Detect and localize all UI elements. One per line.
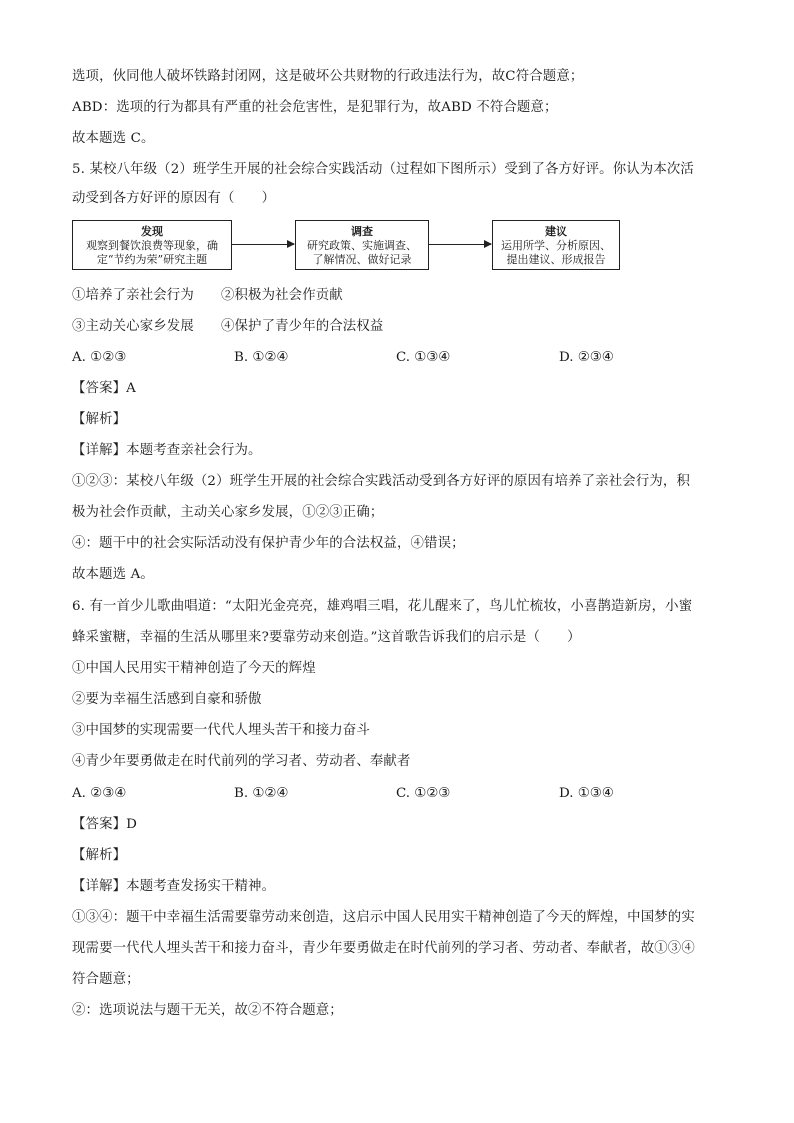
text-line: 选项，伙同他人破坏铁路封闭网，这是破坏公共财物的行政违法行为，故C符合题意； [72, 69, 584, 84]
flow-box-title: 建议 [545, 225, 567, 238]
answer-label: 【答案】D [72, 817, 138, 832]
flow-box-suggest [492, 220, 620, 270]
analysis-text: 符合题意； [72, 972, 140, 987]
flow-box-text: 提出建议、形成报告 [506, 253, 606, 266]
flow-box-investigate [295, 220, 429, 270]
question-5-option-c: C. ①③④ [396, 350, 451, 365]
question-5-stem: 5. 某校八年级（2）班学生开展的社会综合实践活动（过程如下图所示）受到了各方好评。你认为本次活 [72, 162, 694, 177]
flow-box-text: 运用所学、分析原因、 [501, 239, 611, 252]
arrow-icon [232, 244, 294, 245]
question-6-stem: 蜂采蜜糖，幸福的生活从哪里来?要靠劳动来创造。”这首歌告诉我们的启示是（ ） [72, 630, 581, 645]
analysis-text: 现需要一代代人埋头苦干和接力奋斗，青少年要勇做走在时代前列的学习者、劳动者、奉献者，故①③④ [72, 941, 695, 956]
question-6-stem: 6. 有一首少儿歌曲唱道：“太阳光金亮亮，雄鸡唱三唱，花儿醒来了，鸟儿忙梳妆，小喜鹊造新房，小蜜 [72, 599, 693, 614]
answer-label: 【答案】A [72, 381, 136, 396]
text-line: 故本题选 C。 [72, 131, 155, 146]
question-6-option-a: A. ②③④ [72, 786, 127, 801]
analysis-text: 【详解】本题考查发扬实干精神。 [72, 879, 276, 894]
analysis-text: ①③④：题干中幸福生活需要靠劳动来创造，这启示中国人民用实干精神创造了今天的辉煌，中国梦的实 [72, 910, 695, 925]
analysis-text: 【详解】本题考查亲社会行为。 [72, 443, 262, 458]
flow-box-text: 研究政策、实施调查、 [307, 239, 417, 252]
text-line: ABD：选项的行为都具有严重的社会危害性，是犯罪行为，故ABD 不符合题意； [72, 100, 558, 115]
question-5-statement: ①培养了亲社会行为 ②积极为社会作贡献 [72, 288, 343, 303]
analysis-label: 【解析】 [72, 412, 127, 427]
question-6-statement: ④青少年要勇做走在时代前列的学习者、劳动者、奉献者 [72, 754, 411, 769]
analysis-text: ②：选项说法与题干无关，故②不符合题意； [72, 1003, 343, 1018]
analysis-text: 极为社会作贡献，主动关心家乡发展，①②③正确； [72, 505, 384, 520]
question-5-option-d: D. ②③④ [559, 350, 614, 365]
question-5-option-b: B. ①②④ [234, 350, 289, 365]
question-5-option-a: A. ①②③ [72, 350, 127, 365]
question-6-option-b: B. ①②④ [234, 786, 289, 801]
analysis-text: ④：题干中的社会实际活动没有保护青少年的合法权益，④错误； [72, 536, 465, 551]
flow-diagram [72, 220, 632, 272]
question-5-stem: 动受到各方好评的原因有（ ） [72, 191, 276, 206]
flow-box-title: 发现 [141, 225, 163, 238]
question-6-option-c: C. ①②③ [396, 786, 451, 801]
flow-box-text: 了解情况、做好记录 [312, 253, 412, 266]
analysis-text: ①②③：某校八年级（2）班学生开展的社会综合实践活动受到各方好评的原因有培养了亲社会行为，积 [72, 474, 690, 489]
question-6-statement: ①中国人民用实干精神创造了今天的辉煌 [72, 661, 316, 676]
question-5-statement: ③主动关心家乡发展 ④保护了青少年的合法权益 [72, 319, 384, 334]
flow-box-text: 定“节约为荣”研究主题 [96, 253, 208, 266]
flow-box-text: 观察到餐饮浪费等现象，确 [86, 239, 218, 252]
analysis-text: 故本题选 A。 [72, 567, 154, 582]
flow-box-discover [72, 220, 232, 270]
analysis-label: 【解析】 [72, 848, 127, 863]
arrow-icon [429, 244, 491, 245]
question-6-statement: ②要为幸福生活感到自豪和骄傲 [72, 692, 262, 707]
question-6-statement: ③中国梦的实现需要一代代人埋头苦干和接力奋斗 [72, 723, 370, 738]
flow-box-title: 调查 [351, 225, 373, 238]
question-6-option-d: D. ①③④ [559, 786, 614, 801]
